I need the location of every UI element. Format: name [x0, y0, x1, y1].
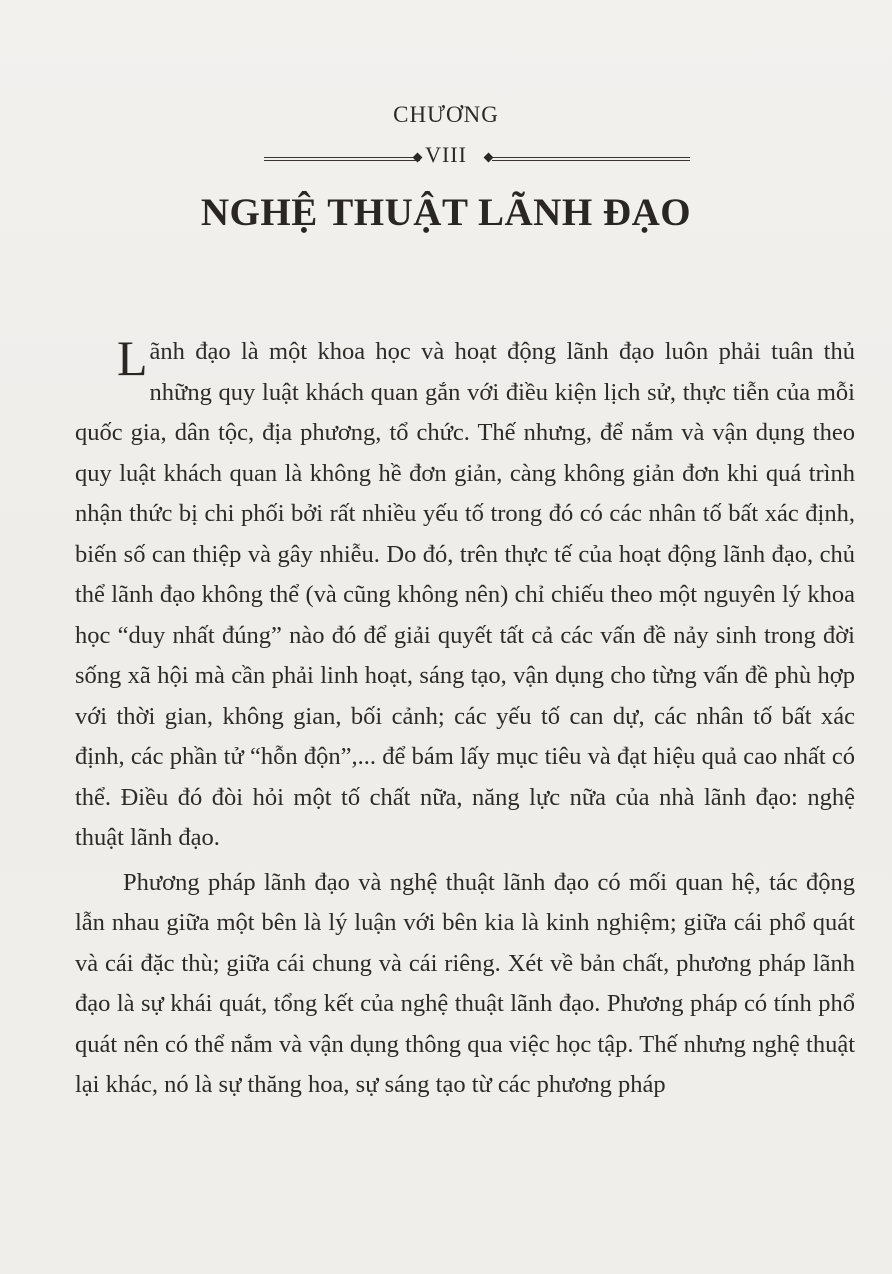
paragraph-2: [75, 863, 855, 1106]
chapter-title: NGHỆ THUẬT LÃNH ĐẠO: [200, 191, 692, 234]
paragraph-1-text: ãnh đạo là một khoa học và hoạt động lãnh đạo luôn phải tuân thủ những quy luật khách quan gắn với điều kiện lịch sử, thực tiễn của mỗi quốc gia, dân tộc, địa phương, tổ chức. Thế nhưng, để nắm và vận dụng theo quy luật khách quan là không hề đơn giản, càng không giản đơn khi quá trình nhận thức bị chi phối bởi rất nhiều yếu tố trong đó có các nhân tố bất xác định, biến số can thiệp và gây nhiễu. Do đó, trên thực tế của hoạt động lãnh đạo, chủ thể lãnh đạo không thể (và cũng không nên) chỉ chiếu theo một nguyên lý khoa học “duy nhất đúng” nào đó để giải quyết tất cả các vấn đề nảy sinh trong đời sống xã hội mà cần phải linh hoạt, sáng tạo, vận dụng cho từng vấn đề phù hợp với thời gian, không gian, bối cảnh; các yếu tố can dự, các nhân tố bất xác định, các phần tử “hỗn độn”,... để bám lấy mục tiêu và đạt hiệu quả cao nhất có thể. Điều đó đòi hỏi một tố chất nữa, năng lực nữa của nhà lãnh đạo: nghệ thuật lãnh đạo.: [75, 338, 855, 851]
chapter-body: [75, 332, 855, 1106]
paragraph-2-text: Phương pháp lãnh đạo và nghệ thuật lãnh đạo có mối quan hệ, tác động lẫn nhau giữa một bên là lý luận với bên kia là kinh nghiệm; giữa cái phổ quát và cái đặc thù; giữa cái chung và cái riêng. Xét về bản chất, phương pháp lãnh đạo là sự khái quát, tổng kết của nghệ thuật lãnh đạo. Phương pháp có tính phổ quát nên có thể nắm và vận dụng thông qua việc học tập. Thế nhưng nghệ thuật lại khác, nó là sự thăng hoa, sự sáng tạo từ các phương pháp: [75, 868, 855, 1098]
chapter-number: VIII: [425, 142, 467, 167]
drop-cap: L: [117, 330, 148, 386]
chapter-label: CHƯƠNG: [393, 102, 499, 127]
paragraph-1: [75, 332, 855, 859]
